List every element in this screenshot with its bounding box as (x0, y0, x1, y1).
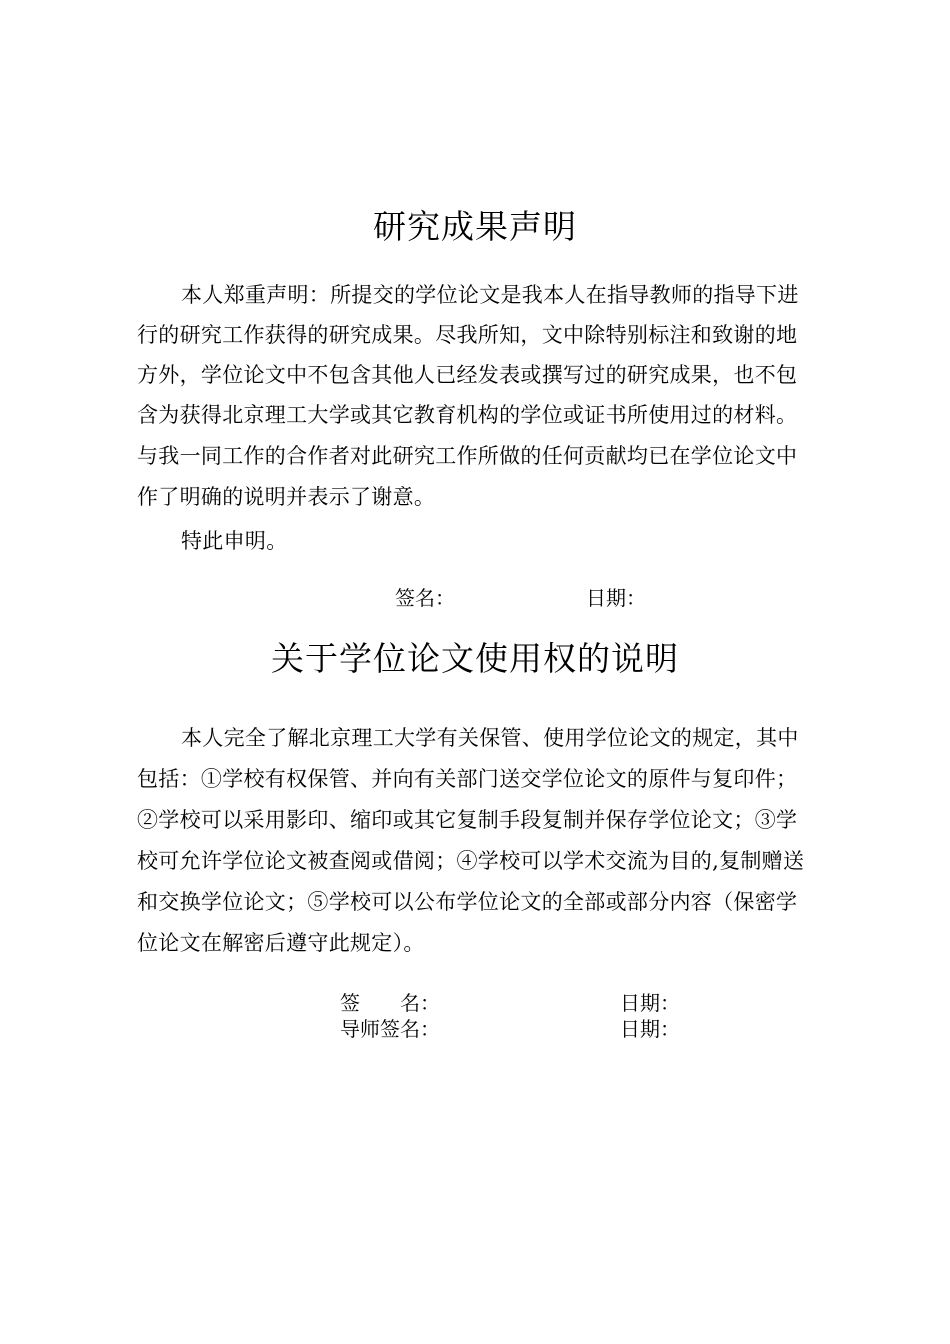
declaration-line-1: 本人郑重声明：所提交的学位论文是我本人在指导教师的指导下进 (181, 283, 799, 307)
usage-line-5: 和交换学位论文；⑤学校可以公布学位论文的全部或部分内容（保密学 (137, 890, 798, 914)
usage-line-2: 包括：①学校有权保管、并向有关部门送交学位论文的原件与复印件； (137, 767, 798, 791)
declaration-title: 研究成果声明 (373, 207, 577, 246)
usage-line-1: 本人完全了解北京理工大学有关保管、使用学位论文的规定，其中 (181, 726, 799, 750)
usage-title: 关于学位论文使用权的说明 (271, 639, 679, 678)
usage-line-3: ②学校可以采用影印、缩印或其它复制手段复制并保存学位论文；③学 (137, 808, 798, 832)
declaration-line-2: 行的研究工作获得的研究成果。尽我所知，文中除特别标注和致谢的地 (137, 323, 798, 347)
declaration-closing: 特此申明。 (181, 529, 288, 553)
declaration-signature-label: 签名： (395, 586, 455, 610)
usage-line-6: 位论文在解密后遵守此规定）。 (137, 931, 425, 955)
supervisor-date-label: 日期： (620, 1017, 680, 1041)
declaration-line-3: 方外，学位论文中不包含其他人已经发表或撰写过的研究成果，也不包 (137, 363, 798, 387)
supervisor-signature-label: 导师签名： (340, 1017, 440, 1041)
declaration-date-label: 日期： (586, 586, 646, 610)
usage-signature-label: 签 名： (340, 991, 440, 1015)
declaration-line-6: 作了明确的说明并表示了谢意。 (137, 485, 436, 509)
usage-line-4: 校可允许学位论文被查阅或借阅；④学校可以学术交流为目的,复制赠送 (137, 849, 805, 873)
usage-date-label: 日期： (620, 991, 680, 1015)
declaration-line-5: 与我一同工作的合作者对此研究工作所做的任何贡献均已在学位论文中 (137, 444, 798, 468)
declaration-line-4: 含为获得北京理工大学或其它教育机构的学位或证书所使用过的材料。 (137, 403, 798, 427)
